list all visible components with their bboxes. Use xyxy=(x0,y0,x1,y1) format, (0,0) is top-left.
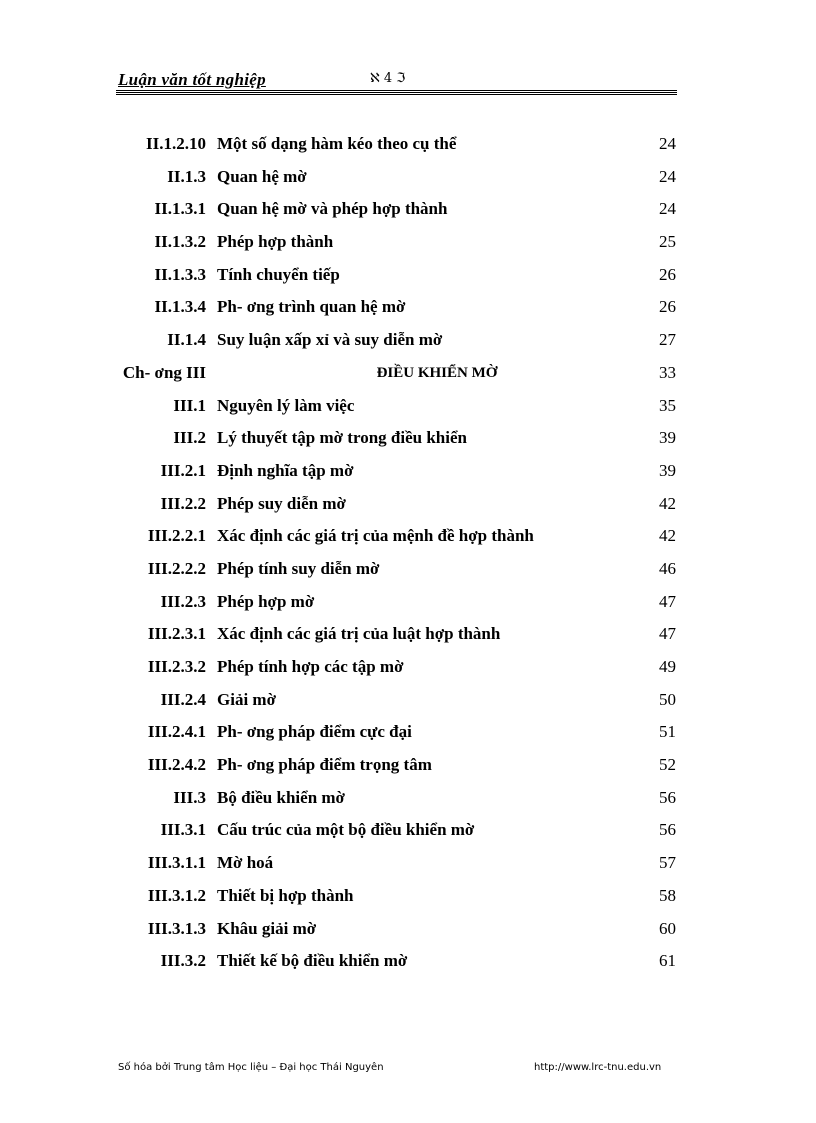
toc-number: III.3.2 xyxy=(160,951,206,971)
toc-number: III.2.2 xyxy=(160,493,206,513)
toc-number: II.1.3.4 xyxy=(154,297,206,317)
toc-number: II.1.3.2 xyxy=(154,232,206,252)
toc-row xyxy=(0,555,816,588)
toc-row xyxy=(0,653,816,686)
toc-row xyxy=(0,261,816,294)
toc-number: II.1.2.10 xyxy=(146,134,206,153)
toc-row xyxy=(0,718,816,751)
toc-page-number: 51 xyxy=(659,722,676,742)
toc-title: Phép hợp mờ xyxy=(217,591,315,611)
toc-number: II.1.3 xyxy=(167,166,206,186)
toc-title: Phép suy diễn mờ xyxy=(217,493,346,513)
toc-row xyxy=(0,686,816,719)
toc-page-number: 25 xyxy=(659,232,676,252)
toc-row xyxy=(0,522,816,555)
toc-number: III.3 xyxy=(173,787,206,807)
toc-page-number: 56 xyxy=(659,820,676,840)
toc-number: III.3.1 xyxy=(160,820,206,840)
toc-number: III.3.1.1 xyxy=(147,853,206,873)
toc-page-number: 27 xyxy=(659,330,676,350)
toc-title: Quan hệ mờ xyxy=(217,166,307,186)
toc-row xyxy=(0,457,816,490)
toc-number: III.2.3.2 xyxy=(147,657,206,676)
toc-number: III.2.3 xyxy=(160,591,206,611)
page-header xyxy=(116,70,677,100)
toc-row xyxy=(0,490,816,523)
toc-number: II.1.3.3 xyxy=(154,264,206,284)
toc-number: III.2 xyxy=(173,428,206,448)
toc-page-number: 42 xyxy=(659,526,676,546)
toc-title: Thiết bị hợp thành xyxy=(217,885,354,905)
toc-title: Giải mờ xyxy=(217,689,276,709)
toc-page-number: 56 xyxy=(659,787,676,807)
toc-number: Ch- ơng III xyxy=(122,362,206,382)
toc-page-number: 60 xyxy=(659,918,676,938)
toc-title: Phép tính suy diễn mờ xyxy=(217,558,380,578)
toc-title: Ph- ơng pháp điểm cực đại xyxy=(217,722,412,742)
toc-title: Ph- ơng pháp điểm trọng tâm xyxy=(217,755,432,775)
footer-credit: Số hóa bởi Trung tâm Học liệu – Đại học Thái Nguyên xyxy=(118,1062,384,1073)
toc-number: III.2.4 xyxy=(160,689,206,709)
toc-number: III.2.1 xyxy=(160,460,206,480)
toc-title: Mờ hoá xyxy=(217,853,274,873)
toc-title: Nguyên lý làm việc xyxy=(217,395,355,415)
toc-page-number: 42 xyxy=(659,493,676,513)
toc-title: Khâu giải mờ xyxy=(217,918,317,938)
toc-title: Ph- ơng trình quan hệ mờ xyxy=(217,297,406,317)
toc-page-number: 50 xyxy=(659,689,676,709)
toc-row xyxy=(0,947,816,980)
toc-title: Phép hợp thành xyxy=(217,232,334,252)
toc-number: II.1.4 xyxy=(167,330,206,350)
toc-page-number: 39 xyxy=(659,460,676,480)
toc-number: III.3.1.2 xyxy=(147,885,206,905)
toc-title: Bộ điều khiển mờ xyxy=(217,787,345,807)
toc-row xyxy=(0,620,816,653)
toc-row xyxy=(0,588,816,621)
toc-row xyxy=(0,195,816,228)
toc-chapter-title: ĐIỀU KHIỂN MỜ xyxy=(376,364,498,381)
toc-page-number: 47 xyxy=(659,624,676,644)
table-of-contents xyxy=(0,130,816,980)
toc-page-number: 52 xyxy=(659,755,676,775)
toc-number: II.1.3.1 xyxy=(154,199,206,219)
toc-row xyxy=(0,751,816,784)
toc-page-number: 58 xyxy=(659,885,676,905)
toc-row xyxy=(0,784,816,817)
toc-title: Lý thuyết tập mờ trong điều khiển xyxy=(217,428,467,448)
toc-row xyxy=(0,816,816,849)
header-title: Luận văn tốt nghiệp xyxy=(118,70,266,89)
toc-title: Quan hệ mờ và phép hợp thành xyxy=(217,199,448,219)
toc-number: III.2.4.1 xyxy=(147,722,206,742)
toc-row xyxy=(0,130,816,163)
toc-number: III.2.2.2 xyxy=(147,558,206,578)
toc-row xyxy=(0,163,816,196)
toc-row xyxy=(0,326,816,359)
toc-page-number: 49 xyxy=(659,657,676,676)
toc-page-number: 26 xyxy=(659,264,676,284)
toc-title: Tính chuyển tiếp xyxy=(217,264,340,284)
toc-page-number: 47 xyxy=(659,591,676,611)
footer-url: http://www.lrc-tnu.edu.vn xyxy=(534,1062,662,1073)
toc-title: Xác định các giá trị của luật hợp thành xyxy=(217,624,501,644)
toc-page-number: 24 xyxy=(659,199,676,219)
toc-page-number: 24 xyxy=(659,134,676,153)
toc-page-number: 57 xyxy=(659,853,676,873)
toc-row xyxy=(0,392,816,425)
toc-page-number: 26 xyxy=(659,297,676,317)
toc-row xyxy=(0,849,816,882)
toc-page-number: 35 xyxy=(659,395,676,415)
toc-number: III.1 xyxy=(173,395,206,415)
toc-page-number: 24 xyxy=(659,166,676,186)
header-rule xyxy=(116,90,677,96)
toc-row xyxy=(0,228,816,261)
toc-number: III.3.1.3 xyxy=(147,918,206,938)
toc-title: Phép tính hợp các tập mờ xyxy=(217,657,404,676)
toc-title: Cấu trúc của một bộ điều khiển mờ xyxy=(217,820,475,840)
toc-title: Xác định các giá trị của mệnh đề hợp thành xyxy=(217,526,534,546)
toc-page-number: 61 xyxy=(659,951,676,971)
toc-title: Suy luận xấp xỉ và suy diễn mờ xyxy=(217,330,443,350)
toc-page-number: 33 xyxy=(659,362,676,382)
header-page-marker: ℵ 4 ℑ xyxy=(370,71,406,86)
toc-title: Một số dạng hàm kéo theo cụ thể xyxy=(217,134,457,153)
toc-number: III.2.4.2 xyxy=(147,755,206,775)
toc-row xyxy=(0,424,816,457)
toc-number: III.2.3.1 xyxy=(147,624,206,644)
toc-row xyxy=(0,359,816,392)
toc-row xyxy=(0,882,816,915)
toc-page-number: 46 xyxy=(659,558,676,578)
toc-title: Định nghĩa tập mờ xyxy=(217,460,354,480)
toc-row xyxy=(0,915,816,948)
toc-number: III.2.2.1 xyxy=(147,526,206,546)
toc-row xyxy=(0,293,816,326)
toc-page-number: 39 xyxy=(659,428,676,448)
toc-title: Thiết kế bộ điều khiển mờ xyxy=(217,951,408,971)
